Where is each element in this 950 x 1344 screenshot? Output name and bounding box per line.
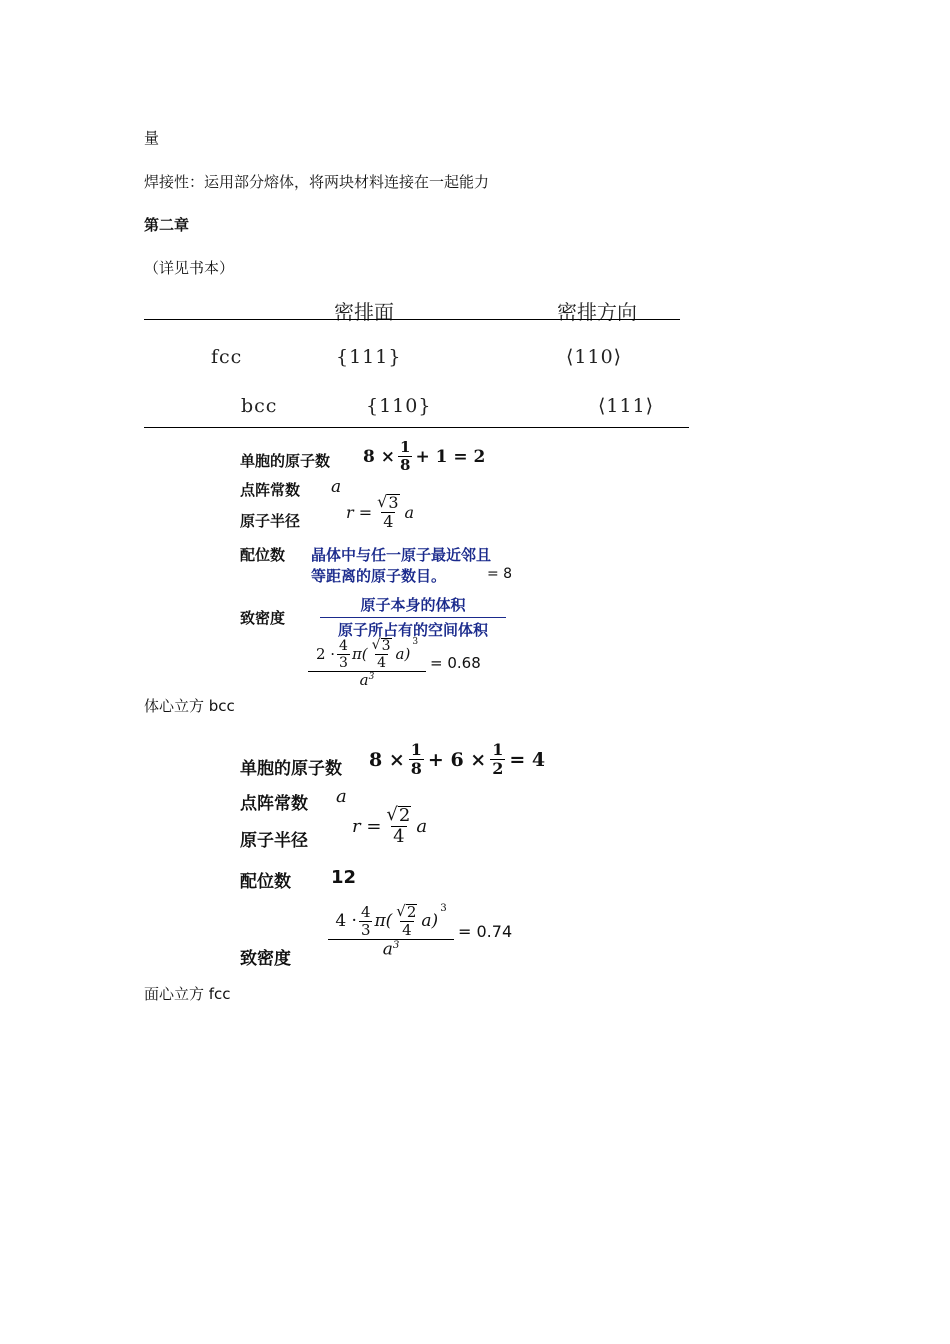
coordination-definition-line1: 晶体中与任一原子最近邻且 [311,546,492,564]
coordination-number-label: 配位数 [240,546,286,564]
table-cell-name: fcc [211,346,243,368]
lattice-constant-value: a [336,786,347,807]
packing-factor-label: 致密度 [240,609,286,627]
text-line-weldability: 焊接性：运用部分熔体，将两块材料连接在一起能力 [144,173,490,191]
table-cell-plane: {111} [336,346,402,368]
table-header-plane: 密排面 [334,300,394,324]
numerator: 4 [339,637,348,654]
fraction [490,742,505,777]
chapter-heading: 第二章 [144,216,190,234]
numerator: 4 [360,902,371,921]
numerator [333,904,448,939]
packing-factor-result: = 0.68 [430,654,481,672]
numerator: 1 [492,740,504,759]
coordination-number-value: = 8 [487,566,513,582]
formula-text: a) [395,644,411,663]
denominator: 8 [400,456,411,474]
atoms-per-cell-label: 单胞的原子数 [240,452,331,470]
text-line-liang: 量 [144,129,160,147]
sqrt-expression: √ 2 [386,804,411,826]
coordination-number-label: 配位数 [240,872,291,892]
table-cell-direction: ⟨111⟩ [598,395,655,417]
atoms-per-cell-formula [369,742,545,777]
radicand: 3 [381,638,391,654]
denominator: 8 [410,759,422,778]
atomic-radius-label: 原子半径 [240,512,301,530]
sqrt-expression: √ 3 [377,492,399,512]
denominator: 3 [339,654,348,671]
exponent: 3 [368,672,375,682]
formula-text: a [382,939,393,960]
numerator [314,638,420,671]
formula-text: a [359,671,369,689]
formula-text: 8 × [363,446,395,467]
packing-factor-label: 致密度 [240,949,291,969]
table-bottom-rule [144,427,689,428]
packing-factor-result: = 0.74 [458,921,513,941]
packing-factor-formula [330,904,512,959]
fraction [409,742,424,777]
lattice-constant-value: a [331,477,342,497]
exponent: 3 [440,903,447,914]
denominator [328,939,454,959]
denominator: 2 [492,759,504,778]
bcc-caption: 体心立方 bcc [144,697,235,715]
exponent: 3 [412,637,419,647]
formula-text: + 1 = 2 [415,446,486,467]
packing-factor-definition [320,594,506,640]
sqrt-expression: √ 2 [396,902,417,921]
fcc-caption: 面心立方 fcc [144,985,231,1003]
formula-text: a) [421,910,439,931]
fraction [310,638,424,688]
formula-text: r = [352,815,382,837]
formula-text: a [416,815,428,837]
formula-text: + 6 × [427,748,487,771]
denominator: 4 [383,512,394,531]
fraction [398,440,412,473]
coordination-definition-line2: 等距离的原子数目。 [311,567,447,585]
coordination-number-value: 12 [331,867,357,888]
formula-text: π( [351,644,368,663]
formula-text: = 4 [509,748,546,771]
denominator: 4 [377,655,387,671]
table-top-rule [144,319,680,320]
text-line-see-book: （详见书本） [144,259,235,277]
packing-factor-formula [310,638,481,688]
fraction [384,806,413,846]
denominator [308,671,426,688]
atomic-radius-label: 原子半径 [240,831,308,851]
fraction [359,902,373,939]
lattice-constant-label: 点阵常数 [240,794,308,814]
formula-text: a [404,502,415,522]
formula-text: π( [374,910,393,931]
formula-text: 4 · [335,910,357,931]
exponent: 3 [392,940,400,951]
formula-text: r = [346,502,373,522]
atomic-radius-formula [352,806,427,846]
radicand: 2 [398,805,411,826]
atomic-radius-formula [346,494,414,530]
fraction [337,639,350,670]
denominator: 3 [360,920,371,939]
table-cell-name: bcc [241,395,278,417]
numerator: 1 [400,438,411,456]
definition-denominator: 原子所占有的空间体积 [320,617,506,640]
table-cell-direction: ⟨110⟩ [566,346,623,368]
numerator: 1 [410,740,422,759]
fraction [394,904,419,938]
table-cell-plane: {110} [366,395,432,417]
denominator: 4 [402,921,412,939]
table-header-direction: 密排方向 [557,300,637,324]
formula-text: 8 × [369,748,405,771]
radicand: 3 [388,493,399,512]
radicand: 2 [406,903,417,921]
fraction [375,494,401,530]
fraction [330,904,452,959]
denominator: 4 [393,826,405,847]
lattice-constant-label: 点阵常数 [240,481,301,499]
fraction [370,638,394,670]
atoms-per-cell-label: 单胞的原子数 [240,759,342,779]
formula-text: 2 · [315,644,336,663]
sqrt-expression: √ 3 [371,637,391,654]
atoms-per-cell-formula [363,440,485,473]
definition-numerator: 原子本身的体积 [360,596,466,614]
